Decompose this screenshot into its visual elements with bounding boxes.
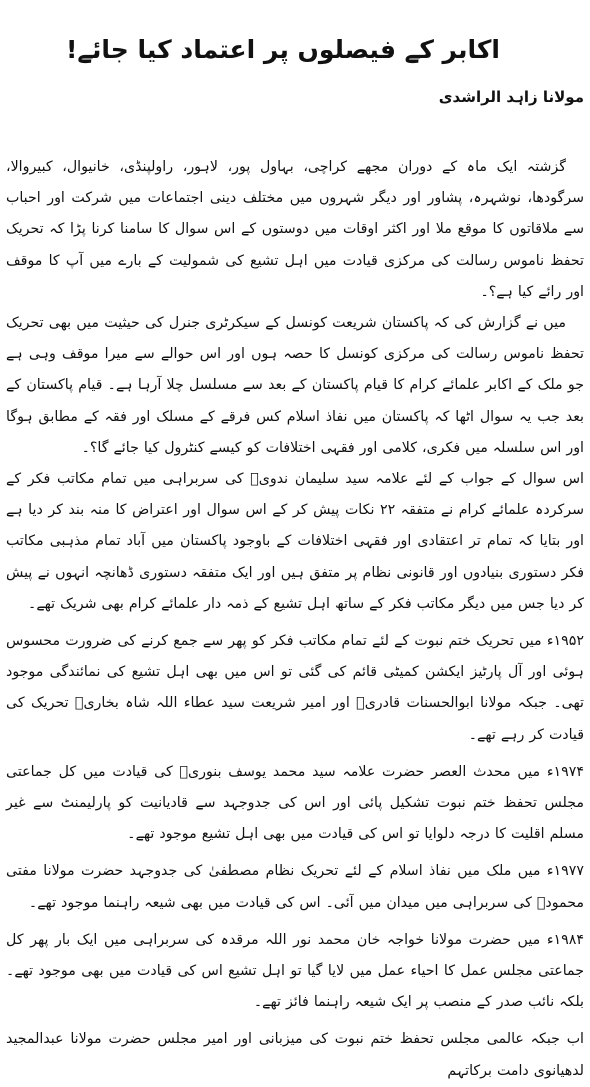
author-name: مولانا زاہد الراشدی [438,88,584,106]
paragraph-5: ۱۹۷۴ء میں محدث العصر حضرت علامہ سید محمد یوسف بنوریؒ کی قیادت میں کل جماعتی مجلس تحفظ ختم نبوت تشکیل پائی اور اس کی جدوجہد سے قادیانیت کو پارلیمنٹ سے غیر مسلم اقلیت کا درجہ دلوایا تو اس کی قیادت میں بھی اہل تشیع موجود تھے۔ [6,763,584,843]
paragraph-1: گزشتہ ایک ماہ کے دوران مجھے کراچی، بہاول پور، لاہور، راولپنڈی، خانیوال، کبیروالا، سرگودھا، نوشہرہ، پشاور اور دیگر شہروں میں مختلف دینی اجتماعات میں شرکت اور احباب سے ملاقاتوں کا موقع ملا اور اکثر اوقات میں دوستوں کے اس سوال کا سامنا کرنا پڑا کہ تحریک تحفظ ناموس رسالت کی مرکزی قیادت میں اہل تشیع کی شمولیت کے بارے میں آپ کا موقف اور رائے کیا ہے؟۔ [6,159,584,300]
paragraph-8: اب جبکہ عالمی مجلس تحفظ ختم نبوت کی میزبانی اور امیر مجلس حضرت مولانا عبدالمجید لدھیانوی دامت برکاتہم [6,1031,584,1079]
paragraph-3: اس سوال کے جواب کے لئے علامہ سید سلیمان ندویؒ کی سربراہی میں تمام مکاتب فکر کے سرکردہ علمائے کرام نے متفقہ ۲۲ نکات پیش کر کے اس سوال اور اعتراض کا منہ بند کر دیا ہے اور بتایا کہ تمام تر اعتقادی اور فقہی اختلافات کے باوجود پاکستان میں آباد تمام مذہبی مکاتب فکر دستوری بنیادوں اور قانونی نظام پر متفق ہیں اور ایک متفقہ دستوری ڈھانچہ انہوں نے پیش کر دیا جس میں دیگر مکاتب فکر کے ساتھ اہل تشیع کے ذمہ دار علمائے کرام بھی شریک تھے۔ [6,471,585,612]
article-title: اکابر کے فیصلوں پر اعتماد کیا جائے! [65,34,500,64]
paragraph-6: ۱۹۷۷ء میں ملک میں نفاذ اسلام کے لئے تحریک نظام مصطفیٰ کی جدوجہد حضرت مولانا مفتی محمودؒ کی سربراہی میں میدان میں آئی۔ اس کی قیادت میں بھی شیعہ راہنما موجود تھے۔ [6,863,584,911]
paragraph-2: میں نے گزارش کی کہ پاکستان شریعت کونسل کے سیکرٹری جنرل کی حیثیت میں بھی تحریک تحفظ ناموس رسالت کی مرکزی کونسل کا حصہ ہوں اور اس حوالے سے میرا موقف وہی ہے جو ملک کے اکابر علمائے کرام کا قیام پاکستان کے بعد سے مسلسل چلا آرہا ہے۔ قیام پاکستان کے بعد جب یہ سوال اٹھا کہ پاکستان میں نفاذ اسلام کس فرقے کے مسلک اور فقہ کے مطابق ہوگا اور اس سلسلہ میں فکری، کلامی اور فقہی اختلافات کو کیسے کنٹرول کیا جائے گا؟۔ [6,315,584,456]
article-body [6,152,584,1087]
paragraph-7: ۱۹۸۴ء میں حضرت مولانا خواجہ خان محمد نور اللہ مرقدہ کی سربراہی میں ایک بار پھر کل جماعتی مجلس عمل کا احیاء عمل میں لایا گیا تو اہل تشیع اس کی قیادت میں بھی موجود تھے۔ بلکہ نائب صدر کے منصب پر ایک شیعہ راہنما فائز تھے۔ [6,931,584,1011]
paragraph-4: ۱۹۵۲ء میں تحریک ختم نبوت کے لئے تمام مکاتب فکر کو پھر سے جمع کرنے کی ضرورت محسوس ہوئی اور آل پارٹیز ایکشن کمیٹی قائم کی گئی تو اس میں بھی اہل تشیع کی نمائندگی موجود تھی۔ جبکہ مولانا ابوالحسنات قادریؒ اور امیر شریعت سید عطاء اللہ شاہ بخاریؒ تحریک کی قیادت کر رہے تھے۔ [6,633,584,743]
